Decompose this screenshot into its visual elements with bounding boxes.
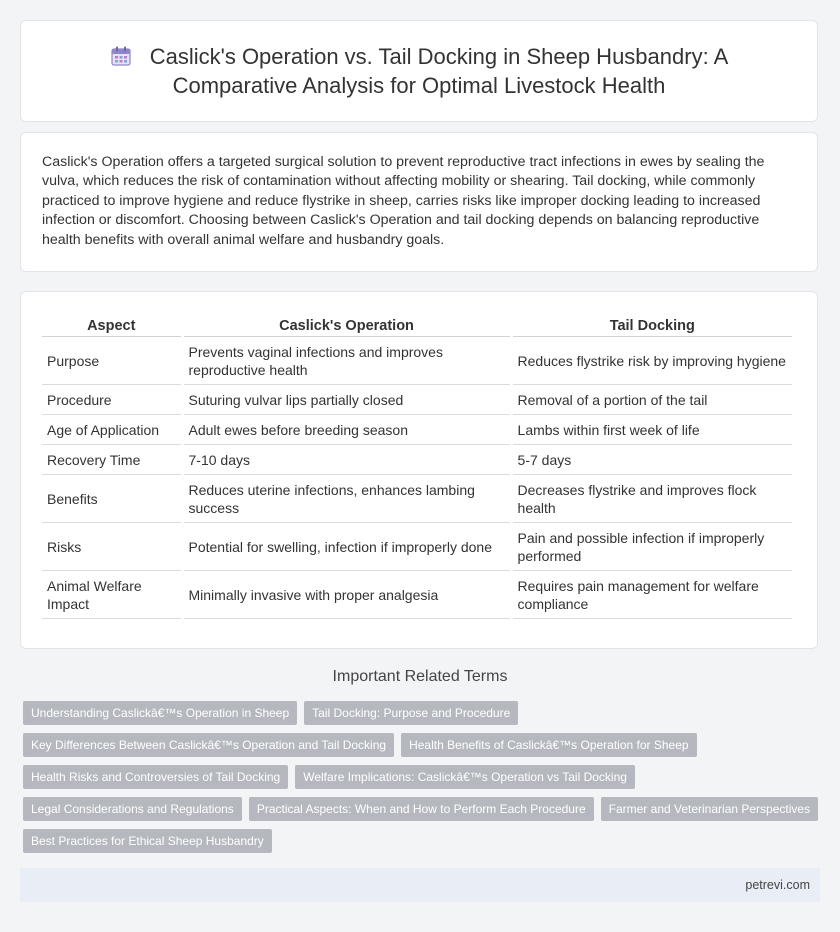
table-header-row [42,314,792,337]
cell-tail-docking: Decreases flystrike and improves flock health [513,475,792,523]
related-term-tag[interactable]: Understanding Caslickâ€™s Operation in Sheep [23,701,297,725]
cell-caslicks: Prevents vaginal infections and improves reproductive health [184,337,510,385]
calendar-icon [110,45,132,67]
tag-row [23,829,823,853]
cell-aspect: Procedure [42,385,181,415]
table-row [42,523,792,571]
cell-tail-docking: Removal of a portion of the tail [513,385,792,415]
header-tail-docking: Tail Docking [513,314,792,337]
cell-tail-docking: Reduces flystrike risk by improving hygiene [513,337,792,385]
table-row [42,415,792,445]
related-term-tag[interactable]: Health Benefits of Caslickâ€™s Operation for Sheep [401,733,696,757]
cell-aspect: Animal Welfare Impact [42,571,181,619]
cell-caslicks: Adult ewes before breeding season [184,415,510,445]
cell-tail-docking: Requires pain management for welfare compliance [513,571,792,619]
title-card [20,20,818,122]
comparison-table [39,314,795,619]
cell-tail-docking: Pain and possible infection if improperly performed [513,523,792,571]
cell-aspect: Risks [42,523,181,571]
related-terms-tags [23,701,823,861]
table-row [42,571,792,619]
header-caslicks-operation: Caslick's Operation [184,314,510,337]
related-term-tag[interactable]: Farmer and Veterinarian Perspectives [601,797,818,821]
header-aspect: Aspect [42,314,181,337]
summary-card [20,132,818,272]
related-term-tag[interactable]: Key Differences Between Caslickâ€™s Operation and Tail Docking [23,733,394,757]
summary-text: Caslick's Operation offers a targeted surgical solution to prevent reproductive tract infections in ewes by sealing the vulva, which reduces the risk of contamination without affecting mobility or shearing. Tail docking, while commonly practiced to improve hygiene and reduce flystrike in sheep, carries risks like improper docking leading to increased infection or discomfort. Choosing between Caslick's Operation and tail docking depends on balancing reproductive health benefits with overall animal welfare and husbandry goals. [42,154,765,248]
related-term-tag[interactable]: Welfare Implications: Caslickâ€™s Operation vs Tail Docking [295,765,635,789]
related-term-tag[interactable]: Health Risks and Controversies of Tail Docking [23,765,288,789]
cell-caslicks: Suturing vulvar lips partially closed [184,385,510,415]
cell-aspect: Age of Application [42,415,181,445]
cell-caslicks: Minimally invasive with proper analgesia [184,571,510,619]
cell-aspect: Purpose [42,337,181,385]
table-row [42,337,792,385]
related-term-tag[interactable]: Practical Aspects: When and How to Perform Each Procedure [249,797,594,821]
tag-row [23,701,823,725]
cell-aspect: Benefits [42,475,181,523]
tag-row [23,765,823,789]
footer-site-link[interactable]: petrevi.com [745,878,810,892]
page-title: Caslick's Operation vs. Tail Docking in Sheep Husbandry: A Comparative Analysis for Optimal Livestock Health [149,44,729,98]
tag-row [23,797,823,821]
cell-caslicks: 7-10 days [184,445,510,475]
footer [20,868,820,902]
related-term-tag[interactable]: Best Practices for Ethical Sheep Husbandry [23,829,272,853]
cell-tail-docking: Lambs within first week of life [513,415,792,445]
cell-caslicks: Reduces uterine infections, enhances lambing success [184,475,510,523]
page-title-wrap [59,42,779,100]
comparison-table-card [20,291,818,649]
cell-tail-docking: 5-7 days [513,445,792,475]
related-terms-title: Important Related Terms [332,668,508,685]
related-term-tag[interactable]: Legal Considerations and Regulations [23,797,242,821]
table-row [42,475,792,523]
table-row [42,385,792,415]
cell-aspect: Recovery Time [42,445,181,475]
tag-row [23,733,823,757]
related-term-tag[interactable]: Tail Docking: Purpose and Procedure [304,701,518,725]
table-row [42,445,792,475]
cell-caslicks: Potential for swelling, infection if improperly done [184,523,510,571]
